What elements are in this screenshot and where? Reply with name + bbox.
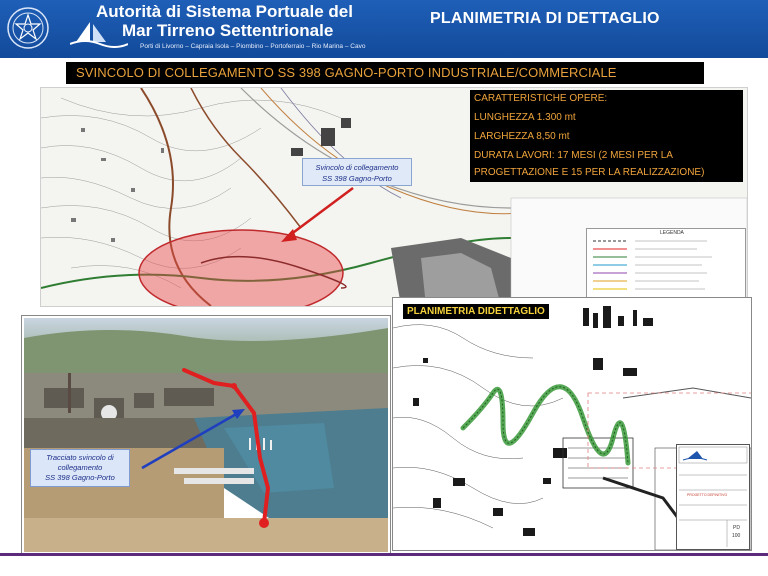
- title-block-project: PROGETTO DEFINITIVO: [687, 493, 728, 497]
- map-callout-line1: Svincolo di collegamento: [315, 163, 399, 172]
- slide-subtitle: SVINCOLO DI COLLEGAMENTO SS 398 GAGNO-PORTO INDUSTRIALE/COMMERCIALE: [76, 65, 617, 80]
- specs-length: LUNGHEZZA 1.300 mt: [474, 112, 576, 123]
- ports-list: Porti di Livorno – Capraia Isola – Piombino – Portoferraio – Rio Marina – Cavo: [140, 43, 366, 50]
- route-callout-line3: SS 398 Gagno-Porto: [45, 473, 115, 482]
- legend-title: LEGENDA: [660, 230, 684, 236]
- legend-panel: [586, 228, 746, 302]
- page-title: PLANIMETRIA DI DETTAGLIO: [430, 10, 660, 27]
- authority-title-line2: Mar Tirreno Settentrionale: [122, 21, 334, 40]
- italian-republic-emblem-icon: [6, 4, 50, 52]
- header-bar: [0, 0, 768, 58]
- specs-heading: CARATTERISTICHE OPERE:: [474, 93, 608, 104]
- specs-duration: DURATA LAVORI: 17 MESI (2 MESI PER LA: [474, 150, 673, 161]
- detail-plan-label: PLANIMETRIA DIDETTAGLIO: [403, 304, 549, 319]
- specs-duration-detail: PROGETTAZIONE E 15 PER LA REALIZZAZIONE): [474, 167, 705, 178]
- authority-title-line1: Autorità di Sistema Portuale del: [96, 2, 353, 21]
- map-callout: [302, 158, 412, 186]
- route-callout-line1: Tracciato svincolo di: [46, 453, 114, 462]
- title-block-sheet-number: 100: [732, 533, 741, 539]
- specs-width: LARGHEZZA 8,50 mt: [474, 131, 570, 142]
- title-block-sheet-code: PD: [733, 525, 740, 531]
- route-callout: [30, 449, 130, 487]
- authority-title: [96, 2, 396, 40]
- legend-swatches: [587, 229, 745, 301]
- map-callout-line2: SS 398 Gagno-Porto: [322, 174, 392, 183]
- aerial-photo: [22, 316, 390, 554]
- aerial-photo-drawing: [24, 318, 388, 552]
- footer-area: [0, 556, 768, 576]
- route-callout-line2: collegamento: [57, 463, 103, 472]
- drawing-title-block: [676, 444, 750, 550]
